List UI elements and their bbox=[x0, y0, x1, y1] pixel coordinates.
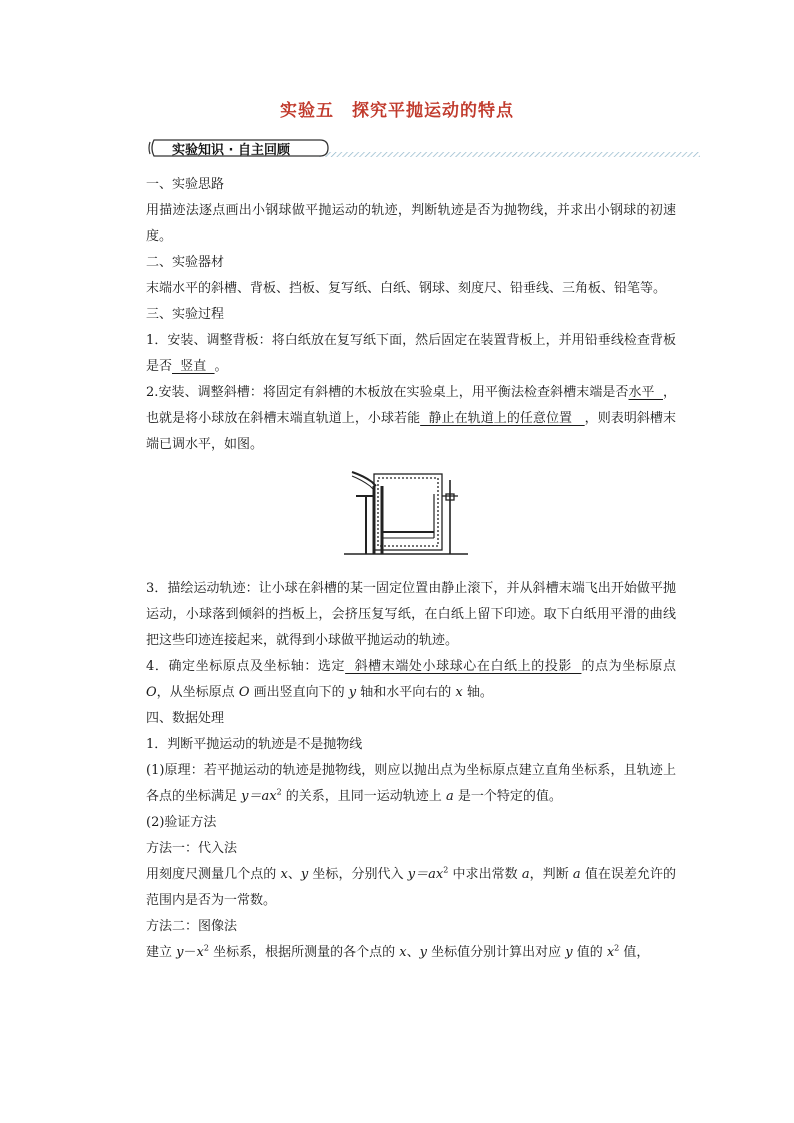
principle-c: 是一个特定的值。 bbox=[453, 789, 562, 804]
step-4-d: 画出竖直向下的 bbox=[249, 685, 349, 700]
equation-2: y＝ax bbox=[407, 867, 444, 882]
step-2-mid: ，也就是将小球放在斜槽末端直轨道上，小球若能 bbox=[146, 385, 677, 426]
var-O2: O bbox=[238, 685, 250, 700]
m1-c: 坐标，分别代入 bbox=[308, 867, 408, 882]
m2-y2: y bbox=[419, 945, 427, 960]
verify-heading: (2)验证方法 bbox=[146, 815, 217, 830]
step-2-text: 2.安装、调整斜槽：将固定有斜槽的木板放在实验桌上，用平衡法检查斜槽末端是否 bbox=[146, 385, 629, 400]
method-1 bbox=[146, 862, 676, 914]
step-4-c: ，从坐标原点 bbox=[156, 685, 239, 700]
m2-y3: y bbox=[565, 945, 573, 960]
sub-heading-1: 1．判断平抛运动的轨迹是不是抛物线 bbox=[146, 737, 363, 752]
m1-e: ，判断 bbox=[529, 867, 573, 882]
paragraph-idea: 用描迹法逐点画出小钢球做平抛运动的轨迹，判断轨迹是否为抛物线，并求出小钢球的初速度。 bbox=[146, 203, 676, 244]
m1-y: y bbox=[300, 867, 309, 882]
main-content bbox=[146, 172, 676, 966]
step-4-f: 轴。 bbox=[462, 685, 493, 700]
heading-2: 二、实验器材 bbox=[146, 255, 225, 270]
m1-x: x bbox=[280, 867, 288, 882]
blank-answer-horizontal: 水平 bbox=[628, 385, 663, 400]
equation-2-exp: 2 bbox=[443, 865, 449, 875]
m2-x: x bbox=[196, 945, 204, 960]
var-x: x bbox=[455, 685, 463, 700]
m1-f: 值在误差允许的范围内是否为一常数。 bbox=[146, 867, 676, 908]
step-2 bbox=[146, 380, 676, 458]
section-label: 实验知识 · 自主回顾 bbox=[172, 143, 290, 158]
step-4-text: 4．确定坐标原点及坐标轴：选定 bbox=[146, 659, 346, 674]
m2-g: 值， bbox=[619, 945, 650, 960]
var-a: a bbox=[445, 789, 454, 804]
blank-answer-origin: 斜槽末端处小球球心在白纸上的投影 bbox=[345, 659, 582, 674]
paragraph-equipment: 末端水平的斜槽、背板、挡板、复写纸、白纸、钢球、刻度尺、铅垂线、三角板、铅笔等。 bbox=[146, 281, 667, 296]
blank-answer-rest: 静止在轨道上的任意位置 bbox=[420, 411, 585, 426]
step-3: 3．描绘运动轨迹：让小球在斜槽的某一固定位置由静止滚下，并从斜槽末端飞出开始做平抛运动，小球落到倾斜的挡板上，会挤压复写纸，在白纸上留下印迹。取下白纸用平滑的曲线把这些印迹连接起来，就得到小球做平抛运动的轨迹。 bbox=[146, 581, 676, 648]
m2-sup: 2 bbox=[203, 943, 209, 953]
apparatus-diagram bbox=[342, 466, 472, 566]
m2-y: y bbox=[176, 945, 184, 960]
principle-a: (1)原理：若平抛运动的轨迹是抛物线，则应以抛出点为坐标原点建立直角坐标系，且轨迹上各点的坐标满足 bbox=[146, 763, 676, 804]
m1-b: 、 bbox=[287, 867, 301, 882]
m2-x3: x bbox=[606, 945, 615, 960]
heading-1: 一、实验思路 bbox=[146, 177, 225, 192]
m2-e: 坐标值分别计算出对应 bbox=[426, 945, 566, 960]
step-4-e: 轴和水平向右的 bbox=[356, 685, 456, 700]
heading-4: 四、数据处理 bbox=[146, 711, 225, 726]
method-1-heading: 方法一：代入法 bbox=[146, 841, 238, 856]
heading-3: 三、实验过程 bbox=[146, 307, 225, 322]
m1-a3: a bbox=[572, 867, 581, 882]
step-1-text: 1．安装、调整背板：将白纸放在复写纸下面，然后固定在装置背板上，并用铅垂线检查背板是否 bbox=[146, 333, 676, 374]
step-1 bbox=[146, 328, 676, 380]
equation-1: y＝ax bbox=[241, 789, 277, 804]
method-2 bbox=[146, 940, 676, 966]
m2-a: 建立 bbox=[146, 945, 177, 960]
section-banner bbox=[148, 136, 700, 162]
m2-b: － bbox=[183, 945, 197, 960]
step-2-end: ，则表明斜槽末端已调水平，如图。 bbox=[146, 411, 676, 452]
step-1-end: 。 bbox=[214, 359, 228, 374]
step-4 bbox=[146, 654, 676, 706]
var-y: y bbox=[348, 685, 357, 700]
m2-c: 坐标系，根据所测量的各个点的 bbox=[208, 945, 400, 960]
equation-1-exp: 2 bbox=[276, 787, 282, 797]
step-4-b: 的点为坐标原点 bbox=[581, 659, 676, 674]
principle-b: 的关系，且同一运动轨迹上 bbox=[281, 789, 446, 804]
apparatus-figure bbox=[146, 466, 676, 570]
m2-d: 、 bbox=[406, 945, 420, 960]
principle bbox=[146, 758, 676, 810]
method-2-heading: 方法二：图像法 bbox=[146, 919, 238, 934]
blank-answer-vertical: 竖直 bbox=[172, 359, 215, 374]
m1-a: 用刻度尺测量几个点的 bbox=[146, 867, 281, 882]
page-title: 实验五 探究平抛运动的特点 bbox=[280, 101, 514, 121]
m1-a2: a bbox=[521, 867, 530, 882]
m2-sup2: 2 bbox=[614, 943, 620, 953]
m1-d: 中求出常数 bbox=[448, 867, 522, 882]
m2-x2: x bbox=[399, 945, 407, 960]
var-O: O bbox=[146, 685, 157, 700]
m2-f: 值的 bbox=[572, 945, 607, 960]
